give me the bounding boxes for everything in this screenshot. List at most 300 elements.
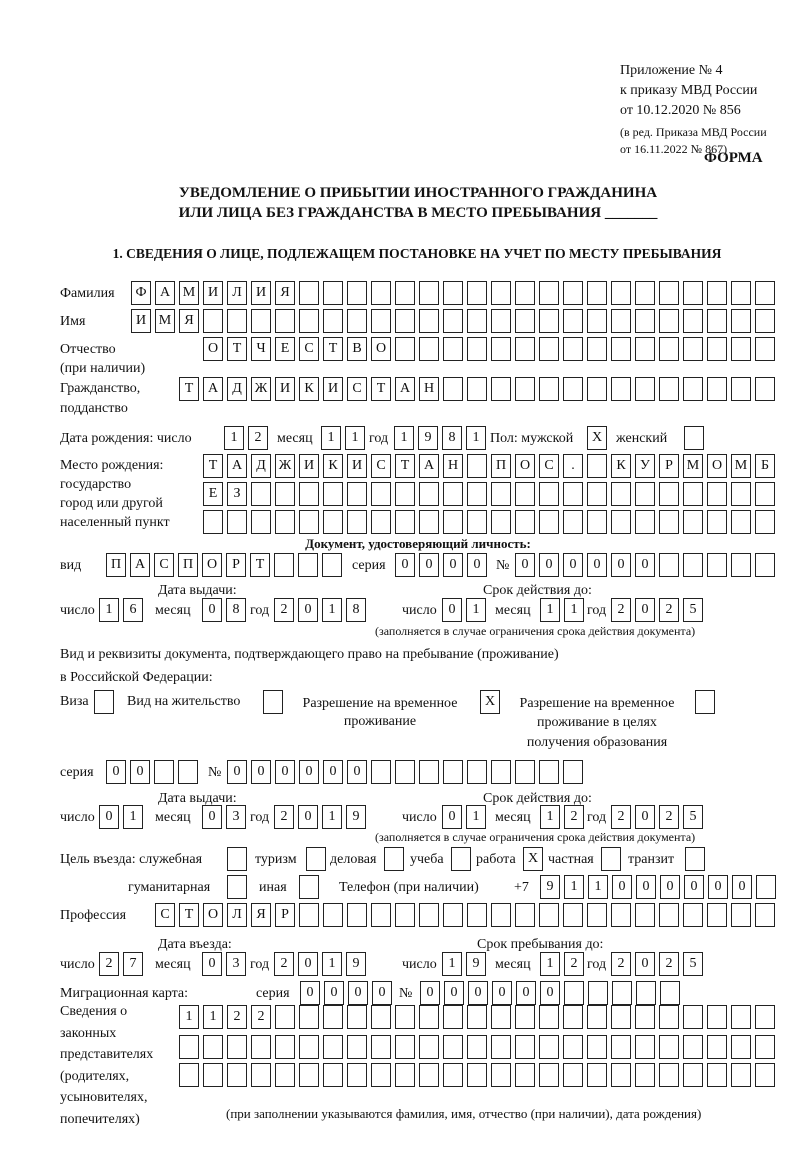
char-cell[interactable]: С xyxy=(299,337,319,361)
char-cell[interactable]: Ф xyxy=(131,281,151,305)
char-cell[interactable] xyxy=(731,482,751,506)
char-cell[interactable] xyxy=(251,482,271,506)
char-cell[interactable] xyxy=(371,1035,391,1059)
char-cell[interactable] xyxy=(635,337,655,361)
char-cell[interactable] xyxy=(539,337,559,361)
char-cell[interactable] xyxy=(755,903,775,927)
char-cell[interactable]: 3 xyxy=(226,952,246,976)
char-cell[interactable]: 1 xyxy=(394,426,414,450)
char-cell[interactable] xyxy=(443,760,463,784)
char-cell[interactable] xyxy=(707,553,727,577)
char-cell[interactable] xyxy=(395,281,415,305)
char-cell[interactable] xyxy=(515,337,535,361)
char-cell[interactable]: Н xyxy=(419,377,439,401)
char-cell[interactable]: Л xyxy=(227,281,247,305)
char-cell[interactable] xyxy=(563,281,583,305)
char-cell[interactable] xyxy=(178,760,198,784)
char-cell[interactable] xyxy=(707,510,727,534)
char-cell[interactable]: 0 xyxy=(227,760,247,784)
char-cell[interactable] xyxy=(539,309,559,333)
char-cell[interactable]: 2 xyxy=(99,952,119,976)
char-cell[interactable] xyxy=(731,903,751,927)
char-cell[interactable]: А xyxy=(227,454,247,478)
checkbox-cell[interactable] xyxy=(695,690,715,714)
char-cell[interactable]: 1 xyxy=(345,426,365,450)
char-cell[interactable]: П xyxy=(106,553,126,577)
checkbox-cell[interactable] xyxy=(306,847,326,871)
char-cell[interactable] xyxy=(539,760,559,784)
char-cell[interactable] xyxy=(419,281,439,305)
char-cell[interactable] xyxy=(347,1005,367,1029)
char-cell[interactable] xyxy=(371,510,391,534)
char-cell[interactable] xyxy=(251,1035,271,1059)
char-cell[interactable]: С xyxy=(347,377,367,401)
char-cell[interactable] xyxy=(731,309,751,333)
char-cell[interactable] xyxy=(419,1035,439,1059)
char-cell[interactable]: И xyxy=(251,281,271,305)
char-cell[interactable] xyxy=(563,1063,583,1087)
char-cell[interactable] xyxy=(299,1063,319,1087)
char-cell[interactable]: 0 xyxy=(563,553,583,577)
char-cell[interactable] xyxy=(323,510,343,534)
char-cell[interactable] xyxy=(755,281,775,305)
char-cell[interactable] xyxy=(515,510,535,534)
char-cell[interactable]: С xyxy=(371,454,391,478)
char-cell[interactable]: О xyxy=(371,337,391,361)
char-cell[interactable]: 0 xyxy=(635,553,655,577)
char-cell[interactable]: Т xyxy=(203,454,223,478)
char-cell[interactable]: 2 xyxy=(564,805,584,829)
char-cell[interactable] xyxy=(203,309,223,333)
char-cell[interactable] xyxy=(755,510,775,534)
char-cell[interactable]: 2 xyxy=(659,805,679,829)
char-cell[interactable]: 1 xyxy=(540,952,560,976)
char-cell[interactable] xyxy=(467,309,487,333)
char-cell[interactable]: К xyxy=(323,454,343,478)
char-cell[interactable]: 0 xyxy=(372,981,392,1005)
char-cell[interactable] xyxy=(563,377,583,401)
char-cell[interactable]: 2 xyxy=(611,952,631,976)
char-cell[interactable]: 1 xyxy=(322,952,342,976)
char-cell[interactable] xyxy=(588,981,608,1005)
char-cell[interactable]: 0 xyxy=(492,981,512,1005)
char-cell[interactable] xyxy=(683,510,703,534)
char-cell[interactable] xyxy=(443,510,463,534)
char-cell[interactable]: 0 xyxy=(539,553,559,577)
char-cell[interactable]: А xyxy=(130,553,150,577)
char-cell[interactable] xyxy=(443,482,463,506)
char-cell[interactable]: 2 xyxy=(564,952,584,976)
char-cell[interactable]: 0 xyxy=(420,981,440,1005)
char-cell[interactable] xyxy=(443,337,463,361)
char-cell[interactable]: И xyxy=(131,309,151,333)
char-cell[interactable]: 1 xyxy=(466,805,486,829)
char-cell[interactable] xyxy=(539,510,559,534)
char-cell[interactable] xyxy=(635,1005,655,1029)
char-cell[interactable] xyxy=(683,377,703,401)
char-cell[interactable] xyxy=(227,309,247,333)
checkbox-cell[interactable] xyxy=(263,690,283,714)
char-cell[interactable] xyxy=(515,760,535,784)
char-cell[interactable] xyxy=(731,1063,751,1087)
char-cell[interactable] xyxy=(515,1005,535,1029)
char-cell[interactable]: 0 xyxy=(442,805,462,829)
checkbox-cell[interactable] xyxy=(299,875,319,899)
char-cell[interactable]: 1 xyxy=(564,875,584,899)
char-cell[interactable] xyxy=(443,281,463,305)
char-cell[interactable]: И xyxy=(323,377,343,401)
char-cell[interactable] xyxy=(395,510,415,534)
char-cell[interactable] xyxy=(635,377,655,401)
char-cell[interactable]: И xyxy=(299,454,319,478)
char-cell[interactable]: 1 xyxy=(466,426,486,450)
char-cell[interactable]: 0 xyxy=(515,553,535,577)
char-cell[interactable]: 2 xyxy=(248,426,268,450)
char-cell[interactable] xyxy=(611,1063,631,1087)
char-cell[interactable]: 2 xyxy=(659,598,679,622)
char-cell[interactable]: 6 xyxy=(123,598,143,622)
char-cell[interactable]: 2 xyxy=(274,805,294,829)
char-cell[interactable] xyxy=(395,309,415,333)
char-cell[interactable]: Я xyxy=(275,281,295,305)
char-cell[interactable]: 0 xyxy=(635,952,655,976)
char-cell[interactable] xyxy=(515,482,535,506)
char-cell[interactable] xyxy=(371,903,391,927)
char-cell[interactable] xyxy=(419,1063,439,1087)
char-cell[interactable]: 1 xyxy=(564,598,584,622)
char-cell[interactable]: 1 xyxy=(322,805,342,829)
char-cell[interactable] xyxy=(755,482,775,506)
char-cell[interactable] xyxy=(491,482,511,506)
char-cell[interactable]: М xyxy=(683,454,703,478)
char-cell[interactable] xyxy=(491,1063,511,1087)
char-cell[interactable] xyxy=(491,281,511,305)
char-cell[interactable]: 0 xyxy=(298,952,318,976)
char-cell[interactable] xyxy=(419,482,439,506)
char-cell[interactable] xyxy=(731,1005,751,1029)
checkbox-cell[interactable] xyxy=(227,847,247,871)
char-cell[interactable] xyxy=(491,1005,511,1029)
char-cell[interactable] xyxy=(491,510,511,534)
char-cell[interactable] xyxy=(323,1035,343,1059)
char-cell[interactable] xyxy=(515,309,535,333)
char-cell[interactable] xyxy=(611,1005,631,1029)
char-cell[interactable]: . xyxy=(563,454,583,478)
char-cell[interactable]: 2 xyxy=(227,1005,247,1029)
char-cell[interactable] xyxy=(756,875,776,899)
char-cell[interactable]: 0 xyxy=(299,760,319,784)
char-cell[interactable] xyxy=(515,1063,535,1087)
char-cell[interactable]: Л xyxy=(227,903,247,927)
char-cell[interactable]: 0 xyxy=(419,553,439,577)
char-cell[interactable] xyxy=(347,309,367,333)
char-cell[interactable]: 1 xyxy=(179,1005,199,1029)
char-cell[interactable]: 1 xyxy=(224,426,244,450)
char-cell[interactable]: А xyxy=(395,377,415,401)
checkbox-cell[interactable] xyxy=(94,690,114,714)
char-cell[interactable] xyxy=(707,1035,727,1059)
char-cell[interactable] xyxy=(251,309,271,333)
char-cell[interactable] xyxy=(371,281,391,305)
char-cell[interactable] xyxy=(323,903,343,927)
char-cell[interactable]: 9 xyxy=(346,952,366,976)
char-cell[interactable] xyxy=(611,1035,631,1059)
char-cell[interactable] xyxy=(707,482,727,506)
char-cell[interactable] xyxy=(491,309,511,333)
char-cell[interactable] xyxy=(539,1005,559,1029)
char-cell[interactable] xyxy=(731,553,751,577)
char-cell[interactable] xyxy=(755,1063,775,1087)
char-cell[interactable]: 0 xyxy=(275,760,295,784)
char-cell[interactable]: 0 xyxy=(443,553,463,577)
char-cell[interactable] xyxy=(467,377,487,401)
char-cell[interactable] xyxy=(707,1063,727,1087)
char-cell[interactable]: 0 xyxy=(298,598,318,622)
char-cell[interactable]: 0 xyxy=(635,598,655,622)
char-cell[interactable]: О xyxy=(202,553,222,577)
char-cell[interactable]: 8 xyxy=(346,598,366,622)
char-cell[interactable] xyxy=(227,1063,247,1087)
char-cell[interactable] xyxy=(491,760,511,784)
char-cell[interactable] xyxy=(659,377,679,401)
char-cell[interactable] xyxy=(683,1063,703,1087)
char-cell[interactable] xyxy=(443,1035,463,1059)
char-cell[interactable] xyxy=(539,281,559,305)
char-cell[interactable]: 1 xyxy=(540,598,560,622)
char-cell[interactable] xyxy=(467,281,487,305)
char-cell[interactable] xyxy=(443,377,463,401)
char-cell[interactable]: 2 xyxy=(611,598,631,622)
char-cell[interactable] xyxy=(659,553,679,577)
char-cell[interactable] xyxy=(563,337,583,361)
checkbox-cell[interactable] xyxy=(451,847,471,871)
char-cell[interactable]: 0 xyxy=(323,760,343,784)
char-cell[interactable] xyxy=(347,1063,367,1087)
char-cell[interactable]: 5 xyxy=(683,952,703,976)
char-cell[interactable]: 7 xyxy=(123,952,143,976)
char-cell[interactable] xyxy=(635,510,655,534)
char-cell[interactable]: П xyxy=(178,553,198,577)
char-cell[interactable]: 0 xyxy=(442,598,462,622)
char-cell[interactable]: 1 xyxy=(322,598,342,622)
char-cell[interactable]: 0 xyxy=(395,553,415,577)
char-cell[interactable]: 0 xyxy=(660,875,680,899)
char-cell[interactable] xyxy=(587,510,607,534)
char-cell[interactable] xyxy=(659,903,679,927)
checkbox-cell[interactable] xyxy=(684,426,704,450)
char-cell[interactable] xyxy=(587,377,607,401)
char-cell[interactable]: Т xyxy=(179,377,199,401)
char-cell[interactable]: 0 xyxy=(202,952,222,976)
char-cell[interactable]: 2 xyxy=(659,952,679,976)
char-cell[interactable]: О xyxy=(203,337,223,361)
char-cell[interactable]: 9 xyxy=(418,426,438,450)
char-cell[interactable] xyxy=(347,903,367,927)
char-cell[interactable] xyxy=(707,903,727,927)
char-cell[interactable]: П xyxy=(491,454,511,478)
char-cell[interactable]: З xyxy=(227,482,247,506)
char-cell[interactable]: Д xyxy=(251,454,271,478)
char-cell[interactable] xyxy=(683,903,703,927)
char-cell[interactable]: С xyxy=(155,903,175,927)
checkbox-cell[interactable]: X xyxy=(523,847,543,871)
char-cell[interactable] xyxy=(443,1005,463,1029)
char-cell[interactable] xyxy=(731,281,751,305)
char-cell[interactable] xyxy=(275,1005,295,1029)
char-cell[interactable] xyxy=(731,377,751,401)
char-cell[interactable] xyxy=(635,309,655,333)
char-cell[interactable]: 0 xyxy=(684,875,704,899)
char-cell[interactable]: 1 xyxy=(540,805,560,829)
char-cell[interactable]: А xyxy=(419,454,439,478)
char-cell[interactable] xyxy=(323,309,343,333)
char-cell[interactable] xyxy=(587,1035,607,1059)
char-cell[interactable] xyxy=(443,903,463,927)
char-cell[interactable]: 0 xyxy=(587,553,607,577)
char-cell[interactable]: Д xyxy=(227,377,247,401)
char-cell[interactable] xyxy=(587,1005,607,1029)
char-cell[interactable] xyxy=(587,281,607,305)
char-cell[interactable] xyxy=(707,281,727,305)
char-cell[interactable]: 8 xyxy=(442,426,462,450)
char-cell[interactable] xyxy=(323,281,343,305)
char-cell[interactable]: Т xyxy=(227,337,247,361)
char-cell[interactable] xyxy=(635,903,655,927)
char-cell[interactable] xyxy=(659,1035,679,1059)
char-cell[interactable] xyxy=(515,377,535,401)
char-cell[interactable] xyxy=(467,1063,487,1087)
char-cell[interactable] xyxy=(731,510,751,534)
char-cell[interactable] xyxy=(587,337,607,361)
char-cell[interactable]: 0 xyxy=(540,981,560,1005)
char-cell[interactable] xyxy=(371,482,391,506)
char-cell[interactable]: С xyxy=(154,553,174,577)
char-cell[interactable] xyxy=(515,903,535,927)
char-cell[interactable]: М xyxy=(731,454,751,478)
char-cell[interactable] xyxy=(299,1005,319,1029)
checkbox-cell[interactable] xyxy=(227,875,247,899)
char-cell[interactable] xyxy=(659,482,679,506)
char-cell[interactable]: Я xyxy=(179,309,199,333)
checkbox-cell[interactable]: X xyxy=(480,690,500,714)
char-cell[interactable] xyxy=(251,1063,271,1087)
char-cell[interactable] xyxy=(683,553,703,577)
char-cell[interactable] xyxy=(611,377,631,401)
char-cell[interactable]: М xyxy=(179,281,199,305)
char-cell[interactable] xyxy=(371,760,391,784)
char-cell[interactable]: М xyxy=(155,309,175,333)
char-cell[interactable] xyxy=(395,1035,415,1059)
char-cell[interactable] xyxy=(491,1035,511,1059)
char-cell[interactable] xyxy=(419,309,439,333)
char-cell[interactable] xyxy=(323,1005,343,1029)
char-cell[interactable] xyxy=(395,337,415,361)
char-cell[interactable] xyxy=(419,903,439,927)
char-cell[interactable] xyxy=(683,281,703,305)
char-cell[interactable] xyxy=(347,281,367,305)
char-cell[interactable] xyxy=(275,510,295,534)
char-cell[interactable]: 1 xyxy=(442,952,462,976)
char-cell[interactable] xyxy=(563,309,583,333)
char-cell[interactable] xyxy=(587,1063,607,1087)
char-cell[interactable]: 1 xyxy=(466,598,486,622)
char-cell[interactable]: И xyxy=(347,454,367,478)
char-cell[interactable]: О xyxy=(203,903,223,927)
char-cell[interactable] xyxy=(299,309,319,333)
char-cell[interactable] xyxy=(203,1063,223,1087)
char-cell[interactable] xyxy=(635,281,655,305)
char-cell[interactable] xyxy=(564,981,584,1005)
char-cell[interactable]: И xyxy=(203,281,223,305)
char-cell[interactable] xyxy=(659,1063,679,1087)
char-cell[interactable] xyxy=(419,1005,439,1029)
char-cell[interactable] xyxy=(443,309,463,333)
char-cell[interactable]: 0 xyxy=(99,805,119,829)
char-cell[interactable] xyxy=(683,309,703,333)
char-cell[interactable] xyxy=(659,337,679,361)
char-cell[interactable] xyxy=(275,309,295,333)
char-cell[interactable] xyxy=(731,337,751,361)
char-cell[interactable]: 9 xyxy=(540,875,560,899)
char-cell[interactable]: Е xyxy=(203,482,223,506)
char-cell[interactable] xyxy=(707,337,727,361)
char-cell[interactable] xyxy=(587,309,607,333)
char-cell[interactable]: 1 xyxy=(321,426,341,450)
char-cell[interactable]: Т xyxy=(395,454,415,478)
char-cell[interactable] xyxy=(467,903,487,927)
char-cell[interactable] xyxy=(443,1063,463,1087)
char-cell[interactable] xyxy=(755,309,775,333)
char-cell[interactable]: 0 xyxy=(130,760,150,784)
char-cell[interactable] xyxy=(395,903,415,927)
char-cell[interactable] xyxy=(299,903,319,927)
char-cell[interactable] xyxy=(419,510,439,534)
char-cell[interactable] xyxy=(683,337,703,361)
char-cell[interactable]: 0 xyxy=(106,760,126,784)
char-cell[interactable]: 0 xyxy=(202,598,222,622)
char-cell[interactable] xyxy=(395,760,415,784)
char-cell[interactable] xyxy=(179,1063,199,1087)
char-cell[interactable] xyxy=(563,903,583,927)
char-cell[interactable]: А xyxy=(155,281,175,305)
char-cell[interactable] xyxy=(635,1063,655,1087)
char-cell[interactable]: Р xyxy=(226,553,246,577)
char-cell[interactable] xyxy=(347,482,367,506)
char-cell[interactable] xyxy=(707,309,727,333)
char-cell[interactable] xyxy=(755,1005,775,1029)
char-cell[interactable]: К xyxy=(299,377,319,401)
char-cell[interactable]: 2 xyxy=(274,952,294,976)
char-cell[interactable] xyxy=(395,1063,415,1087)
char-cell[interactable] xyxy=(299,281,319,305)
char-cell[interactable] xyxy=(635,1035,655,1059)
char-cell[interactable] xyxy=(539,903,559,927)
char-cell[interactable] xyxy=(731,1035,751,1059)
char-cell[interactable] xyxy=(179,1035,199,1059)
char-cell[interactable] xyxy=(755,553,775,577)
char-cell[interactable]: 1 xyxy=(123,805,143,829)
char-cell[interactable]: 9 xyxy=(466,952,486,976)
char-cell[interactable]: С xyxy=(539,454,559,478)
char-cell[interactable] xyxy=(347,510,367,534)
char-cell[interactable] xyxy=(395,1005,415,1029)
char-cell[interactable]: Н xyxy=(443,454,463,478)
char-cell[interactable]: Ж xyxy=(251,377,271,401)
char-cell[interactable]: 0 xyxy=(251,760,271,784)
char-cell[interactable] xyxy=(371,1063,391,1087)
char-cell[interactable] xyxy=(467,454,487,478)
char-cell[interactable] xyxy=(587,454,607,478)
